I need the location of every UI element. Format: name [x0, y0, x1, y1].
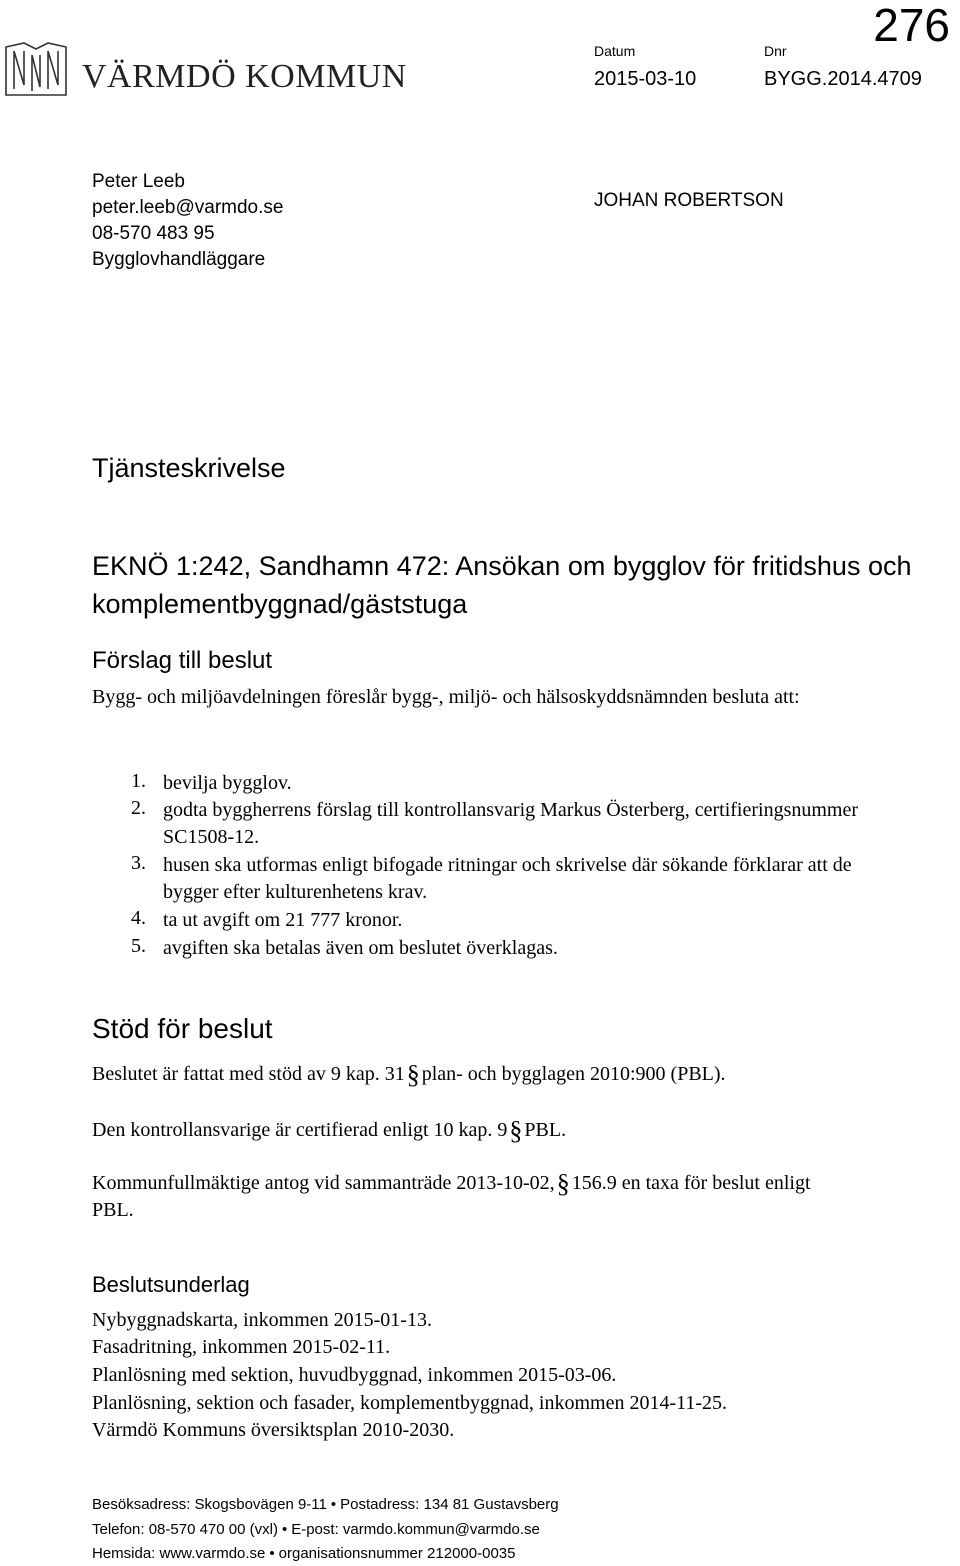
- document-type: Tjänsteskrivelse: [92, 453, 286, 483]
- list-item-number: 4.: [131, 907, 146, 929]
- support-paragraph-2: [92, 1114, 872, 1144]
- bullet-separator: •: [330, 1496, 337, 1513]
- footer-address-line: [92, 1496, 559, 1513]
- list-item: avgiften ska betalas även om beslutet överklagas.: [163, 937, 558, 959]
- basis-heading: Beslutsunderlag: [92, 1272, 250, 1297]
- support-text: Kommunfullmäktige antog vid sammanträde 2013-10-02,: [92, 1172, 555, 1194]
- basis-item: Planlösning, sektion och fasader, komplementbyggnad, inkommen 2014-11-25.: [92, 1392, 728, 1414]
- basis-item: Fasadritning, inkommen 2015-02-11.: [92, 1336, 391, 1358]
- proposal-heading: Förslag till beslut: [92, 647, 273, 674]
- support-heading: Stöd för beslut: [92, 1013, 273, 1044]
- sender-role: Bygglovhandläggare: [92, 249, 266, 270]
- list-item-number: 5.: [131, 935, 146, 957]
- support-text: Den kontrollansvarige är certifierad enligt 10 kap. 9: [92, 1119, 508, 1141]
- municipality-logo-icon: [4, 41, 68, 97]
- case-number-label: Dnr: [764, 43, 787, 59]
- footer-web-line: [92, 1545, 515, 1562]
- municipality-name: VÄRMDÖ KOMMUN: [82, 58, 407, 95]
- list-item-number: 2.: [131, 797, 146, 819]
- list-item: husen ska utformas enligt bifogade ritningar och skrivelse där sökande förklarar att de bygger efter kulturenhetens krav.: [163, 854, 852, 903]
- list-item-number: 3.: [131, 852, 146, 874]
- footer-website[interactable]: Hemsida: www.varmdo.se: [92, 1545, 266, 1562]
- date-label: Datum: [594, 43, 636, 59]
- section-sign: §: [556, 1169, 570, 1198]
- basis-item: Nybyggnadskarta, inkommen 2015-01-13.: [92, 1309, 432, 1331]
- sender-name: Peter Leeb: [92, 171, 185, 192]
- support-text: 156.9 en taxa för beslut enligt PBL.: [92, 1172, 811, 1221]
- page-title: EKNÖ 1:242, Sandhamn 472: Ansökan om bygglov för fritidshus och komplementbyggnad/gäststuga: [92, 551, 912, 619]
- bullet-separator: •: [269, 1545, 275, 1562]
- case-number-value: BYGG.2014.4709: [764, 68, 922, 90]
- footer-org-number: organisationsnummer 212000-0035: [278, 1545, 516, 1562]
- footer-visit-address: Besöksadress: Skogsbovägen 9-11: [92, 1496, 327, 1513]
- bullet-separator: •: [281, 1521, 288, 1538]
- sender-phone: 08-570 483 95: [92, 223, 215, 244]
- sender-email: peter.leeb@varmdo.se: [92, 197, 284, 218]
- list-item: bevilja bygglov.: [163, 772, 292, 794]
- support-paragraph-3: [92, 1167, 852, 1224]
- page-number: 276: [873, 0, 950, 51]
- basis-item: Planlösning med sektion, huvudbyggnad, inkommen 2015-03-06.: [92, 1364, 617, 1386]
- support-text: PBL.: [524, 1119, 567, 1141]
- date-value: 2015-03-10: [594, 68, 697, 90]
- list-item: ta ut avgift om 21 777 kronor.: [163, 909, 403, 931]
- footer-postal-address: Postadress: 134 81 Gustavsberg: [340, 1496, 559, 1513]
- section-sign: §: [406, 1060, 420, 1089]
- footer-email[interactable]: E-post: varmdo.kommun@varmdo.se: [291, 1521, 540, 1538]
- proposal-intro: Bygg- och miljöavdelningen föreslår bygg-, miljö- och hälsoskyddsnämnden besluta att:: [92, 686, 800, 708]
- support-text: Beslutet är fattat med stöd av 9 kap. 31: [92, 1063, 405, 1085]
- footer-phone: Telefon: 08-570 470 00 (vxl): [92, 1521, 278, 1538]
- basis-item: Värmdö Kommuns översiktsplan 2010-2030.: [92, 1419, 455, 1441]
- section-sign: §: [509, 1116, 523, 1145]
- recipient-name: JOHAN ROBERTSON: [594, 190, 784, 211]
- footer-contact-line: [92, 1521, 540, 1538]
- list-item: godta byggherrens förslag till kontrollansvarig Markus Österberg, certifieringsnummer SC1508-12.: [163, 799, 859, 848]
- support-paragraph-1: [92, 1058, 872, 1088]
- list-item-number: 1.: [131, 770, 146, 792]
- support-text: plan- och bygglagen 2010:900 (PBL).: [421, 1063, 726, 1085]
